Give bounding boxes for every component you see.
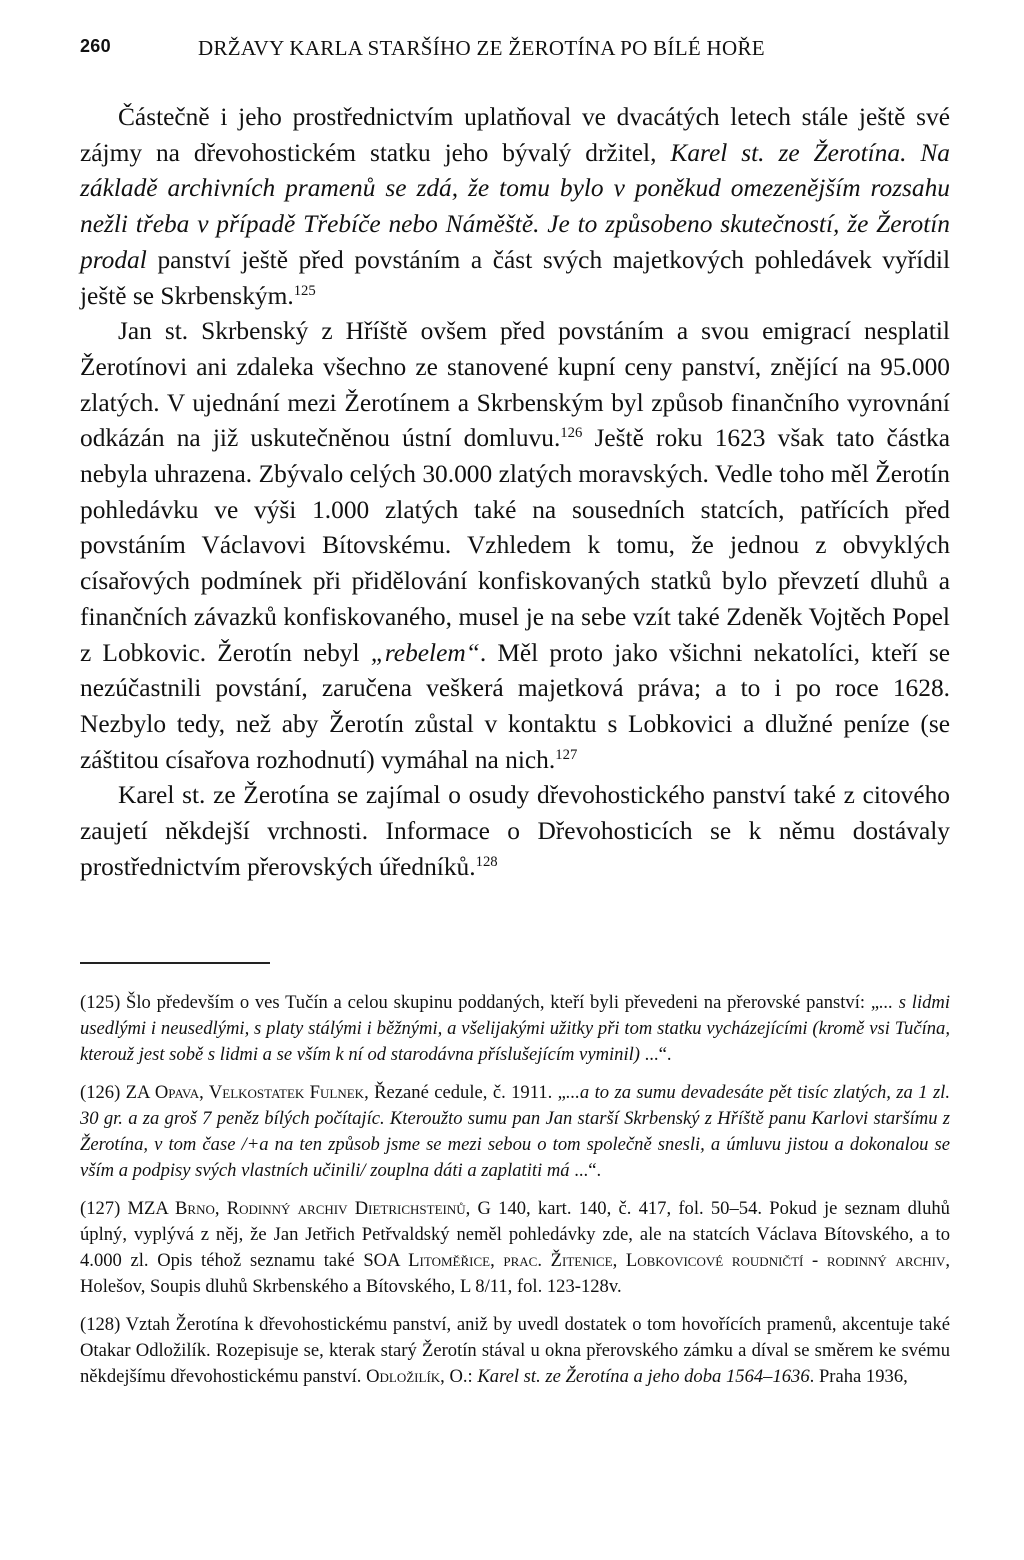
footnote-number: (125) — [80, 992, 121, 1013]
footnote-archive: MZA Brno, Rodinný archiv Dietrichsteinů — [120, 1198, 466, 1219]
footnote-number: (127) — [80, 1198, 121, 1219]
footnote-book-title: Karel st. ze Žerotína a jeho doba 1564–1636 — [477, 1366, 810, 1387]
page-number: 260 — [80, 36, 111, 56]
footnote-colon: : — [467, 1366, 478, 1387]
footnote-number: (126) — [80, 1082, 121, 1103]
footnote-127 — [80, 1196, 950, 1300]
footnote-archive: ZA Opava, Velkostatek Fulnek — [120, 1082, 365, 1103]
paragraph-2-text: Jan st. Skrbenský z Hříště ovšem před povstáním a svou emigrací nesplatil Žerotínovi ani zdaleka všechno ze stanovené kupní ceny panství, znějící na 95.000 zlatých. V ujednání mezi Žerotínem a Skrbenským byl způsob finančního vyrovnání odkázán na již uskutečněnou ústní domluvu. — [80, 317, 950, 453]
footnote-text-end: , Holešov, Soupis dluhů Skrbenského a Bítovského, L 8/11, fol. 123-128v. — [80, 1250, 950, 1297]
footnote-128 — [80, 1312, 950, 1390]
paragraph-2-italic: „rebelem“ — [370, 638, 480, 667]
paragraph-1-text: Částečně i jeho prostřednictvím uplatňoval ve dvacátých letech stále ještě své zájmy na dřevohostickém statku jeho bývalý držitel, — [80, 103, 950, 167]
paragraph-2 — [80, 314, 950, 778]
paragraph-2-text-cont: Ještě roku 1623 však tato částka nebyla uhrazena. Zbývalo celých 30.000 zlatých moravských. Vedle toho měl Žerotín pohledávku ve výši 1.000 zlatých také na sousedních statcích, patřících před povstáním Václavovi Bítovskému. Vzhledem k tomu, že jednou z obvyklých císařových podmínek při přidělování konfiskovaných statků bylo převzetí dluhů a finančních závazků konfiskovaného, musel je na sebe vzít také Zdeněk Vojtěch Popel z Lobkovic. Žerotín nebyl — [80, 424, 950, 667]
footnote-text: Šlo především o ves Tučín a celou skupinu poddaných, kteří byli převedeni na přerovské panství: „ — [120, 992, 880, 1013]
footnote-text-end: ...“. — [639, 1044, 672, 1065]
footnotes — [80, 990, 950, 1390]
footnote-text: , Řezané cedule, č. 1911. „ — [364, 1082, 566, 1103]
footnote-text-end: ...“. — [569, 1160, 602, 1181]
paragraph-1-text-end: panství ještě před povstáním a část svých majetkových pohledávek vyřídil ještě se Skrbenským. — [80, 245, 950, 310]
footnote-ref-126[interactable]: 126 — [560, 425, 583, 442]
footnote-125 — [80, 990, 950, 1068]
paragraph-1-italic: Karel st. ze Žerotína. Na základě archivních pramenů se zdá, že tomu bylo v poněkud omezenějším rozsahu nežli třeba v případě Třebíče nebo Náměště. Je to způsobeno skutečností, že Žerotín prodal — [80, 138, 950, 274]
page-header — [80, 36, 960, 66]
footnote-text: Vztah Žerotína k dřevohostickému panství, aniž by uvedl dostatek o tom hovořících pramenů, akcentuje také Otakar Odložilík. Rozepisuje se, kterak starý Žerotín stával u okna přerovského zámku a díval se směrem ke svému někdejšímu dřevohostickému panství. — [80, 1314, 950, 1387]
footnote-126 — [80, 1080, 950, 1184]
paragraph-3-text: Karel st. ze Žerotína se zajímal o osudy dřevohostického panství také z citového zaujetí někdejší vrchnosti. Informace o Dřevohosticích se k němu dostávaly prostřednictvím přerovských úředníků. — [80, 781, 950, 881]
footnote-ref-127[interactable]: 127 — [555, 746, 578, 763]
footnote-quote: ...a to za sumu devadesáte pět tisíc zlatých, za 1 zl. 30 gr. a za groš 7 peněz bílých počítajíc. Kteroužto sumu pan Jan starší Skrbenský z Hříště panu Karlovi staršímu z Žerotína, v tom čase /+a na ten způsob jsme se mezi sebou o tom společně snesli, a úmluvu jistou a dokonalou se vším a podpisy svých vlastních učinili/ zouplna dáti a zaplatiti má — [80, 1082, 950, 1181]
running-head: DRŽAVY KARLA STARŠÍHO ZE ŽEROTÍNA PO BÍLÉ HOŘE — [198, 36, 765, 60]
paragraph-1 — [80, 100, 950, 314]
footnote-ref-128[interactable]: 128 — [475, 853, 498, 870]
footnote-text: , G 140, kart. 140, č. 417, fol. 50–54. Pokud je seznam dluhů úplný, vyplývá z něj, že Jan Jetřich Petřvaldský neměl pohledávky zde, ale na statcích Václava Bítovského, a to 4.000 zl. Opis téhož seznamu také — [80, 1198, 950, 1271]
footnote-number: (128) — [80, 1314, 121, 1335]
footnote-archive-2: SOA Litoměřice, prac. Žitenice, Lobkovicové roudničtí - rodinný archiv — [363, 1250, 946, 1271]
paragraph-2-text-end: . Měl proto jako všichni nekatolíci, kteří se nezúčastnili povstání, zaručena veškerá majetková práva; a to i po roce 1628. Nezbylo tedy, než aby Žerotín zůstal v kontaktu s Lobkovici a dlužné peníze (se záštitou císařova rozhodnutí) vymáhal na nich. — [80, 638, 950, 774]
footnote-quote: ... s lidmi usedlými i neusedlými, s platy stálými i běžnými, a všelijakými užitky při tom statku vycházejícími (kromě vsi Tučína, kterouž jest sobě s lidmi a se vším k ní od starodávna příslušejícím vyminil) — [80, 992, 950, 1065]
footnote-divider — [80, 962, 270, 964]
paragraph-3 — [80, 778, 950, 885]
footnote-ref-125[interactable]: 125 — [293, 282, 316, 299]
footnote-author: Odložilík, O. — [366, 1366, 468, 1387]
main-text — [80, 100, 950, 885]
footnote-text-end: . Praha 1936, — [809, 1366, 908, 1387]
